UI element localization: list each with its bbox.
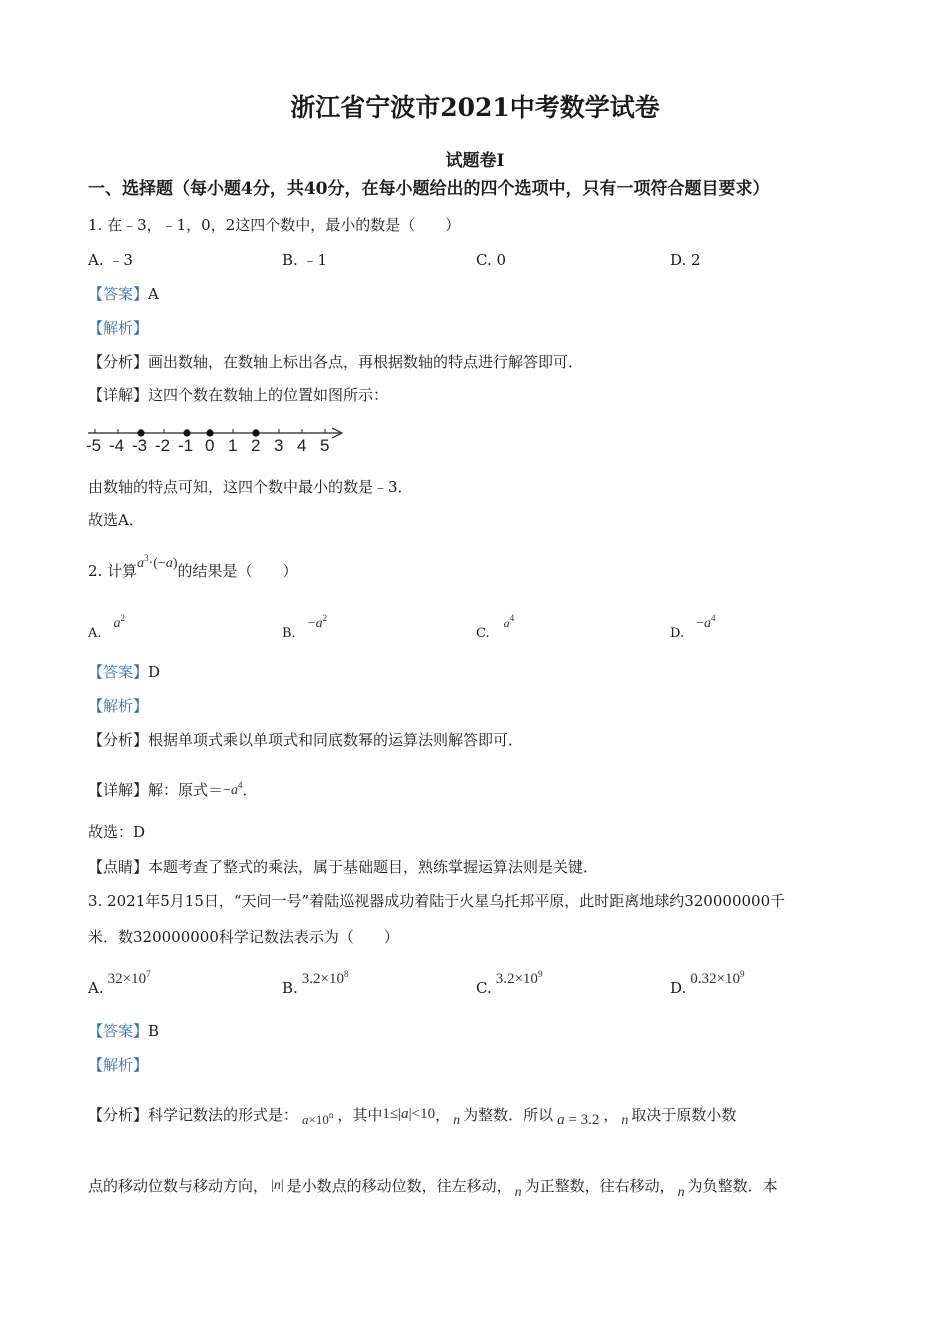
fenxi-tag: 【分析】 (88, 1106, 149, 1124)
q2-option-b: $B.-a^2$ (282, 613, 328, 641)
fenxi-text: 画出数轴，在数轴上标出各点，再根据数轴的特点进行解答即可． (148, 353, 584, 371)
q1-option-d: D. 2 (670, 251, 701, 269)
q2-option-d: $D.-a^4$ (670, 613, 716, 641)
q1-xiangjie (88, 385, 388, 405)
fenxi-text: 根据单项式乘以单项式和同底数幂的运算法则解答即可． (148, 731, 524, 749)
answer-value: A (148, 285, 159, 303)
answer-value: D (148, 663, 161, 681)
page-title: 浙江省宁波市2021中考数学试卷 (290, 93, 660, 122)
number-line-axis (86, 420, 348, 460)
q2-xiangjie: 【详解】解：原式$=-a^4$． (88, 780, 258, 799)
tick-label: 2 (251, 436, 261, 455)
number-line (86, 420, 348, 460)
q1-choice: 故选A． (88, 511, 144, 529)
tick-label: -2 (155, 436, 171, 455)
q1-analysis-tag (88, 318, 148, 338)
q2-result-expression: $-a^4$ (223, 780, 243, 798)
fenxi-tag: 【分析】 (88, 353, 149, 371)
answer-tag: 【答案】 (88, 285, 149, 303)
analysis-tag: 【解析】 (88, 697, 149, 715)
xiangjie-text: 解：原式＝ (148, 781, 224, 799)
tick-label: 5 (320, 436, 330, 455)
fenxi-tag: 【分析】 (88, 731, 149, 749)
q3-stem-line2: 米．数320000000科学记数法表示为（ ） (88, 928, 399, 946)
q1-option-c: C. 0 (476, 251, 507, 269)
paper-subtitle: 试题卷Ⅰ (445, 151, 505, 171)
q2-stem-suffix: 的结果是（ ） (177, 562, 298, 580)
answer-tag: 【答案】 (88, 663, 149, 681)
xiangjie-tag: 【详解】 (88, 386, 149, 404)
q2-option-c: C.$^{a^4}$ (476, 613, 515, 641)
answer-value: B (148, 1022, 160, 1040)
tick-label: 3 (274, 436, 284, 455)
q2-dianjing (88, 857, 598, 877)
tick-label: -4 (109, 436, 125, 455)
q3-stem-line1: 3. 2021年5月15日，“天问一号”着陆巡视器成功着陆于火星乌托邦平原，此时距离地球约320000000千 (88, 892, 786, 910)
q3-answer (88, 1021, 159, 1041)
q3-option-b: B. $3.2\times 10^8$ (282, 969, 349, 997)
q1-option-a: A. ﹣3 (88, 251, 133, 269)
q3-analysis-tag (88, 1055, 148, 1075)
xiangjie-tag: 【详解】 (88, 781, 149, 799)
dianjing-tag: 【点睛】 (88, 858, 149, 876)
q2-stem (88, 553, 298, 583)
answer-tag: 【答案】 (88, 1022, 149, 1040)
tick-label: 4 (297, 436, 307, 455)
dianjing-text: 本题考查了整式的乘法，属于基础题目，熟练掌握运算法则是关键． (148, 858, 599, 876)
xiangjie-text: 这四个数在数轴上的位置如图所示： (148, 386, 389, 404)
q2-expression: $a^3\cdot(-a)$ (137, 553, 178, 571)
tick-label: -1 (178, 436, 194, 455)
q3-option-c: C. $3.2\times 10^9$ (476, 969, 543, 997)
q1-stem: 1. 在﹣3，﹣1，0，2这四个数中，最小的数是（ ） (88, 216, 461, 234)
q2-fenxi (88, 730, 523, 750)
sci-notation-form: $a\times 10^n$ (302, 1110, 334, 1127)
tick-label: 0 (205, 436, 215, 455)
q3-fenxi: 【分析】科学记数法的形式是： $a\times 10^n$ ，其中1≤|a|<10， n 为整数．所以 a = 3.2 ， n 取决于原数小数 (88, 1106, 737, 1128)
q3-option-a: A. $32\times 10^7$ (88, 969, 151, 997)
q1-conclusion: 由数轴的特点可知，这四个数中最小的数是﹣3． (88, 478, 413, 496)
q1-fenxi (88, 352, 583, 372)
tick-label: 1 (228, 436, 238, 455)
range-condition: 1≤|a|<10 (382, 1106, 436, 1122)
analysis-tag: 【解析】 (88, 1056, 149, 1074)
a-value: a = 3.2 (557, 1112, 600, 1128)
q2-stem-prefix: 2. 计算 (88, 562, 138, 580)
q1-answer (88, 284, 159, 304)
q2-analysis-tag (88, 696, 148, 716)
q3-option-d: D. $0.32\times 10^9$ (670, 969, 745, 997)
analysis-tag: 【解析】 (88, 319, 149, 337)
q2-option-a: $A.a^2$ (88, 613, 126, 641)
q2-choice: 故选：D (88, 823, 146, 841)
abs-n: |n| (271, 1178, 284, 1193)
tick-label: -3 (132, 436, 148, 455)
q1-option-b: B. ﹣1 (282, 251, 328, 269)
q2-answer (88, 662, 160, 682)
section-title: 一、选择题（每小题4分，共40分，在每小题给出的四个选项中，只有一项符合题目要求） (88, 179, 770, 199)
q3-fenxi-line2: 点的移动位数与移动方向， |n| 是小数点的移动位数，往左移动， n 为正整数，往右移动， n 为负整数．本 (88, 1177, 778, 1200)
tick-label: -5 (86, 436, 102, 455)
